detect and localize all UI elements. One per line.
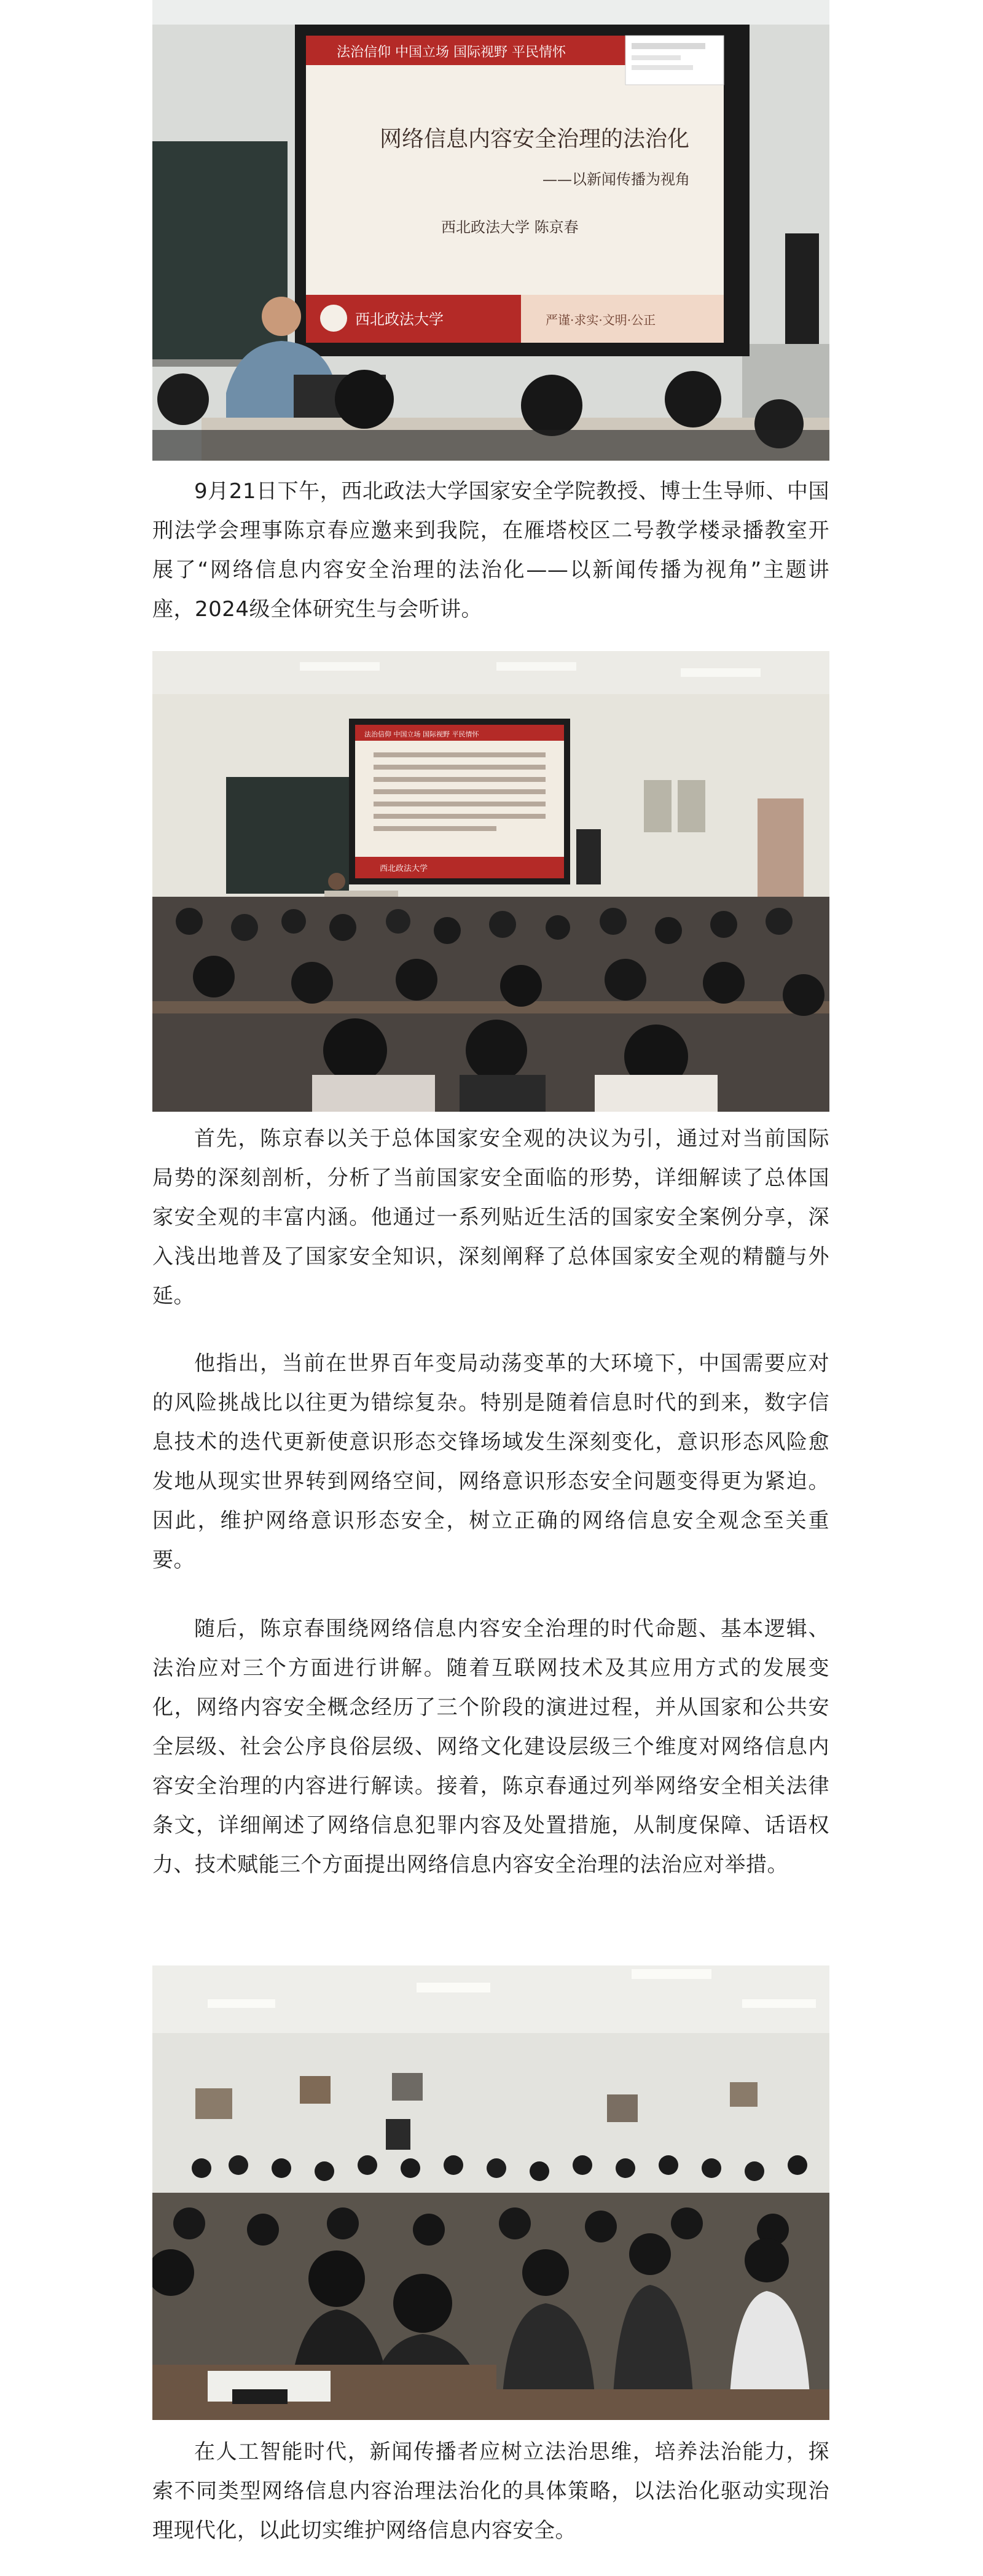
slide2-logo-text: 西北政法大学: [380, 864, 428, 873]
lecture-photo-3: [152, 1965, 829, 2420]
slide-logo-text: 西北政法大学: [355, 311, 444, 328]
paragraph-conclusion: 在人工智能时代，新闻传播者应树立法治思维，培养法治能力，探索不同类型网络信息内容治理法治化的具体策略，以法治化驱动实现治理现代化，以此切实维护网络信息内容安全。: [152, 2440, 829, 2543]
paragraph-overview: 首先，陈京春以关于总体国家安全观的决议为引，通过对当前国际局势的深刻剖析，分析了当前国家安全面临的形势，详细解读了总体国家安全观的丰富内涵。他通过一系列贴近生活的国家安全案例分享，深入浅出地普及了国家安全知识，深刻阐释了总体国家安全观的精髓与外延。: [152, 1126, 829, 1308]
paragraph-risks: 他指出，当前在世界百年变局动荡变革的大环境下，中国需要应对的风险挑战比以往更为错综复杂。特别是随着信息时代的到来，数字信息技术的迭代更新使意识形态交锋场域发生深刻变化，意识形态风险愈发地从现实世界转到网络空间，网络意识形态安全问题变得更为紧迫。因此，维护网络意识形态安全，树立正确的网络信息安全观念至关重要。: [152, 1351, 829, 1572]
slide-banner-text: 法治信仰 中国立场 国际视野 平民情怀: [337, 45, 566, 60]
lecture-photo-1: [152, 0, 829, 461]
lecture-photo-2: [152, 651, 829, 1112]
slide-title: 网络信息内容安全治理的法治化: [380, 127, 690, 152]
paragraph-governance: 随后，陈京春围绕网络信息内容安全治理的时代命题、基本逻辑、法治应对三个方面进行讲解。随着互联网技术及其应用方式的发展变化，网络内容安全概念经历了三个阶段的演进过程，并从国家和公共安全层级、社会公序良俗层级、网络文化建设层级三个维度对网络信息内容安全治理的内容进行解读。接着，陈京春通过列举网络安全相关法律条文，详细阐述了网络信息犯罪内容及处置措施，从制度保障、话语权力、技术赋能三个方面提出网络信息内容安全治理的法治应对举措。: [152, 1617, 829, 1877]
slide2-banner-text: 法治信仰 中国立场 国际视野 平民情怀: [364, 730, 479, 738]
paragraph-intro: 9月21日下午，西北政法大学国家安全学院教授、博士生导师、中国刑法学会理事陈京春应邀来到我院，在雁塔校区二号教学楼录播教室开展了“网络信息内容安全治理的法治化——以新闻传播为视角”主题讲座，2024级全体研究生与会听讲。: [152, 479, 829, 622]
slide-motto: 严谨·求实·文明·公正: [546, 313, 656, 327]
slide-subtitle: ——以新闻传播为视角: [542, 171, 690, 188]
slide-speaker-line: 西北政法大学 陈京春: [441, 219, 579, 236]
